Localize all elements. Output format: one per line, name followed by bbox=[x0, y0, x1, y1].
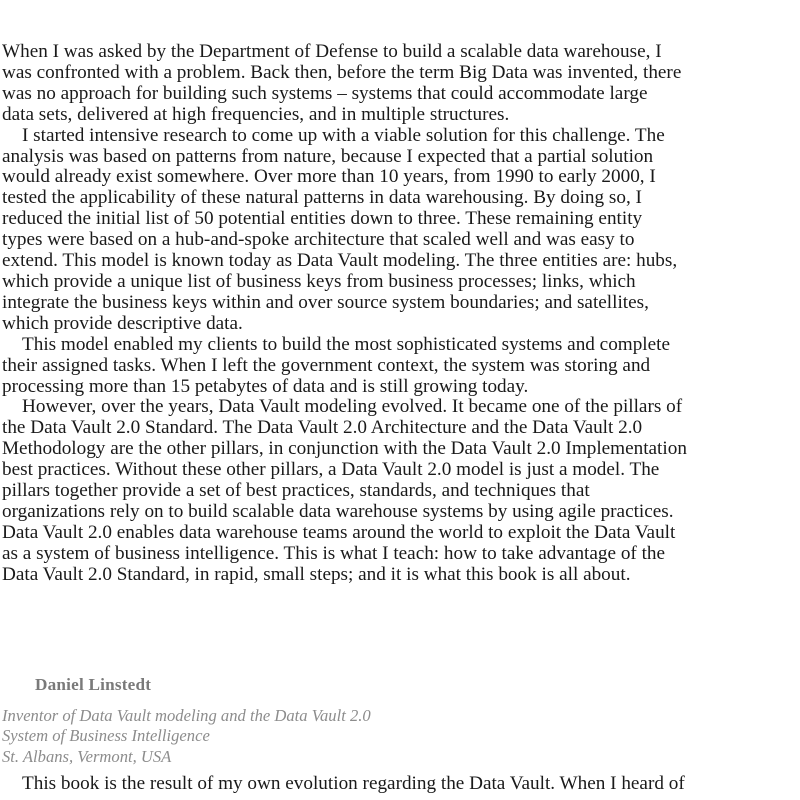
text-line: extend. This model is known today as Data Vault modeling. The three entities are: hubs, bbox=[2, 250, 678, 272]
affiliation-line: St. Albans, Vermont, USA bbox=[2, 746, 172, 766]
affiliation-line: System of Business Intelligence bbox=[2, 726, 210, 746]
page-top-edge bbox=[0, 0, 800, 12]
text-line: which provide descriptive data. bbox=[2, 312, 243, 334]
text-line: organizations rely on to build scalable data warehouse systems by using agile practices. bbox=[2, 500, 674, 522]
text-line: Methodology are the other pillars, in conjunction with the Data Vault 2.0 Implementation bbox=[2, 438, 687, 460]
text-line: I started intensive research to come up with a viable solution for this challenge. The bbox=[22, 124, 665, 146]
text-line: reduced the initial list of 50 potential entities down to three. These remaining entity bbox=[2, 208, 643, 230]
signature-name: Daniel Linstedt bbox=[35, 675, 152, 694]
text-line: This model enabled my clients to build the most sophisticated systems and complete bbox=[22, 333, 670, 355]
text-line: When I was asked by the Department of Defense to build a scalable data warehouse, I bbox=[2, 41, 662, 62]
text-line: as a system of business intelligence. This is what I teach: how to take advantage of the bbox=[2, 542, 666, 564]
affiliation-line: Inventor of Data Vault modeling and the Data Vault 2.0 bbox=[2, 706, 371, 725]
text-line: best practices. Without these other pillars, a Data Vault 2.0 model is just a model. The bbox=[2, 459, 660, 481]
text-line: integrate the business keys within and over source system boundaries; and satellites, bbox=[2, 291, 649, 313]
text-line: pillars together provide a set of best practices, standards, and techniques that bbox=[2, 480, 590, 502]
foreword-body bbox=[2, 42, 792, 586]
foreword-paragraph-4 bbox=[2, 397, 792, 585]
text-line: which provide a unique list of business keys from business processes; links, which bbox=[2, 270, 636, 292]
foreword-paragraph-2 bbox=[2, 126, 792, 335]
text-line: data sets, delivered at high frequencies, and in multiple structures. bbox=[2, 103, 510, 125]
foreword-paragraph-3 bbox=[2, 335, 792, 398]
text-line: However, over the years, Data Vault modeling evolved. It became one of the pillars of bbox=[22, 396, 683, 418]
text-line: was no approach for building such systems – systems that could accommodate large bbox=[2, 82, 648, 104]
text-line: their assigned tasks. When I left the government context, the system was storing and bbox=[2, 354, 651, 376]
text-line: would already exist somewhere. Over more than 10 years, from 1990 to early 2000, I bbox=[2, 166, 656, 188]
text-line: types were based on a hub-and-spoke architecture that scaled well and was easy to bbox=[2, 229, 635, 251]
foreword-paragraph-1 bbox=[2, 42, 792, 126]
text-line: processing more than 15 petabytes of data and is still growing today. bbox=[2, 375, 529, 397]
text-line: the Data Vault 2.0 Standard. The Data Vault 2.0 Architecture and the Data Vault 2.0 bbox=[2, 417, 643, 439]
text-line: Data Vault 2.0 Standard, in rapid, small steps; and it is what this book is all about. bbox=[2, 563, 631, 585]
text-line: tested the applicability of these natural patterns in data warehousing. By doing so, I bbox=[2, 187, 642, 209]
text-line: was confronted with a problem. Back then, before the term Big Data was invented, there bbox=[2, 61, 682, 83]
signature-affiliation bbox=[2, 706, 371, 767]
preface-first-line: This book is the result of my own evolution regarding the Data Vault. When I heard of bbox=[22, 773, 685, 794]
text-line: analysis was based on patterns from nature, because I expected that a partial solution bbox=[2, 145, 654, 167]
text-line: Data Vault 2.0 enables data warehouse teams around the world to exploit the Data Vault bbox=[2, 521, 676, 543]
